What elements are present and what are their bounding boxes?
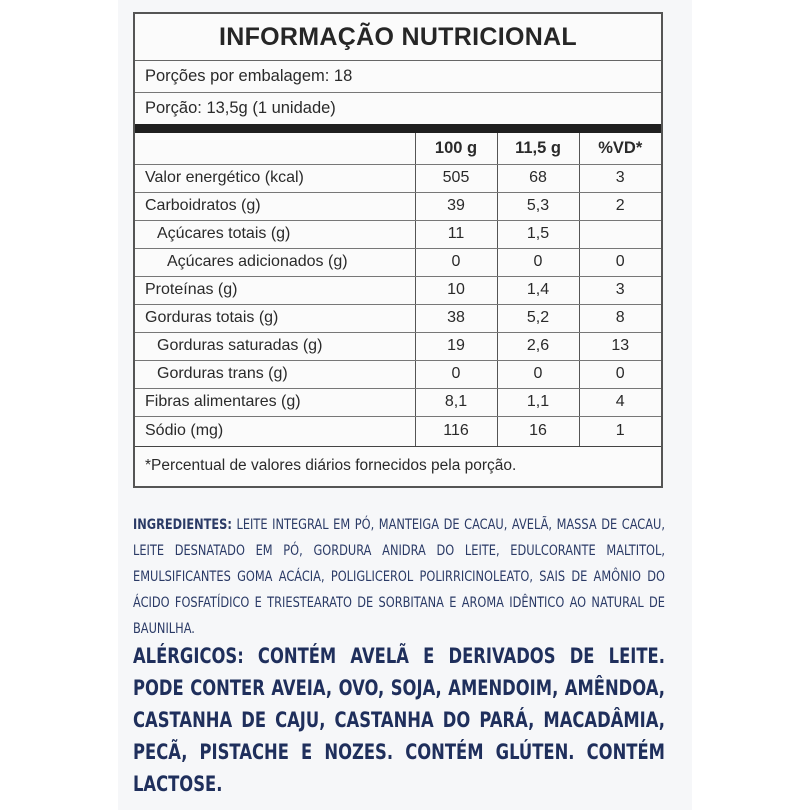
column-header-dv: %VD* [579,133,661,164]
value-100g: 0 [415,248,497,276]
ingredients-paragraph [133,512,665,642]
nutrition-facts-table [133,12,663,488]
value-100g: 8,1 [415,388,497,416]
nutrient-name: Gorduras trans (g) [135,360,415,388]
nutrient-name: Carboidratos (g) [135,192,415,220]
value-portion: 5,3 [497,192,579,220]
nutrient-name: Açúcares totais (g) [135,220,415,248]
value-dv: 3 [579,164,661,192]
value-dv: 1 [579,416,661,446]
table-header-row [135,133,661,164]
value-100g: 11 [415,220,497,248]
table-row [135,360,661,388]
value-dv: 0 [579,248,661,276]
value-dv: 8 [579,304,661,332]
footnote: *Percentual de valores diários fornecidos pela porção. [145,456,517,474]
column-header-100g: 100 g [415,133,497,164]
ingredients-text: LEITE INTEGRAL EM PÓ, MANTEIGA DE CACAU, AVELÃ, MASSA DE CACAU, LEITE DESNATADO EM PÓ, GORDURA ANIDRA DO LEITE, EDULCORANTE MALTITOL, EMULSIFICANTES GOMA ACÁCIA, POLIGLICEROL POLIRRICINOLEATO, SAIS DE AMÔNIO DO ÁCIDO FOSFATÍDICO E TRIESTEARATO DE SORBITANA E AROMA IDÊNTICO AO NATURAL DE BAUNILHA. [133,516,665,637]
nutrition-title: INFORMAÇÃO NUTRICIONAL [135,14,661,61]
servings-per-package: Porções por embalagem: 18 [135,61,661,93]
table-row [135,388,661,416]
value-portion: 0 [497,360,579,388]
table-row [135,304,661,332]
value-portion: 68 [497,164,579,192]
value-dv: 4 [579,388,661,416]
value-dv: 13 [579,332,661,360]
thick-divider [135,124,661,133]
ingredients-label: INGREDIENTES: [133,516,232,533]
column-header-portion: 11,5 g [497,133,579,164]
table-row [135,248,661,276]
value-portion: 1,5 [497,220,579,248]
table-row [135,164,661,192]
table-row [135,192,661,220]
value-100g: 19 [415,332,497,360]
value-dv: 0 [579,360,661,388]
nutrient-name: Sódio (mg) [135,416,415,446]
nutrient-table [135,133,661,447]
allergens-paragraph: ALÉRGICOS: CONTÉM AVELÃ E DERIVADOS DE LEITE. PODE CONTER AVEIA, OVO, SOJA, AMENDOIM, AMÊNDOA, CASTANHA DE CAJU, CASTANHA DO PARÁ, MACADÂMIA, PECÃ, PISTACHE E NOZES. CONTÉM GLÚTEN. CONTÉM LACTOSE. [133,644,665,796]
value-100g: 0 [415,360,497,388]
nutrient-name: Gorduras totais (g) [135,304,415,332]
serving-size: Porção: 13,5g (1 unidade) [145,99,336,117]
value-100g: 39 [415,192,497,220]
value-100g: 505 [415,164,497,192]
value-portion: 5,2 [497,304,579,332]
value-dv: 3 [579,276,661,304]
value-portion: 2,6 [497,332,579,360]
value-dv: 2 [579,192,661,220]
table-row [135,416,661,446]
value-portion: 16 [497,416,579,446]
value-100g: 10 [415,276,497,304]
column-header-nutrient [135,133,415,164]
nutrient-name: Açúcares adicionados (g) [135,248,415,276]
table-row [135,220,661,248]
table-row [135,332,661,360]
value-portion: 1,1 [497,388,579,416]
nutrient-name: Valor energético (kcal) [135,164,415,192]
nutrient-name: Fibras alimentares (g) [135,388,415,416]
value-portion: 1,4 [497,276,579,304]
table-row [135,276,661,304]
nutrient-name: Proteínas (g) [135,276,415,304]
value-100g: 38 [415,304,497,332]
value-portion: 0 [497,248,579,276]
nutrient-name: Gorduras saturadas (g) [135,332,415,360]
value-dv [579,220,661,248]
value-100g: 116 [415,416,497,446]
